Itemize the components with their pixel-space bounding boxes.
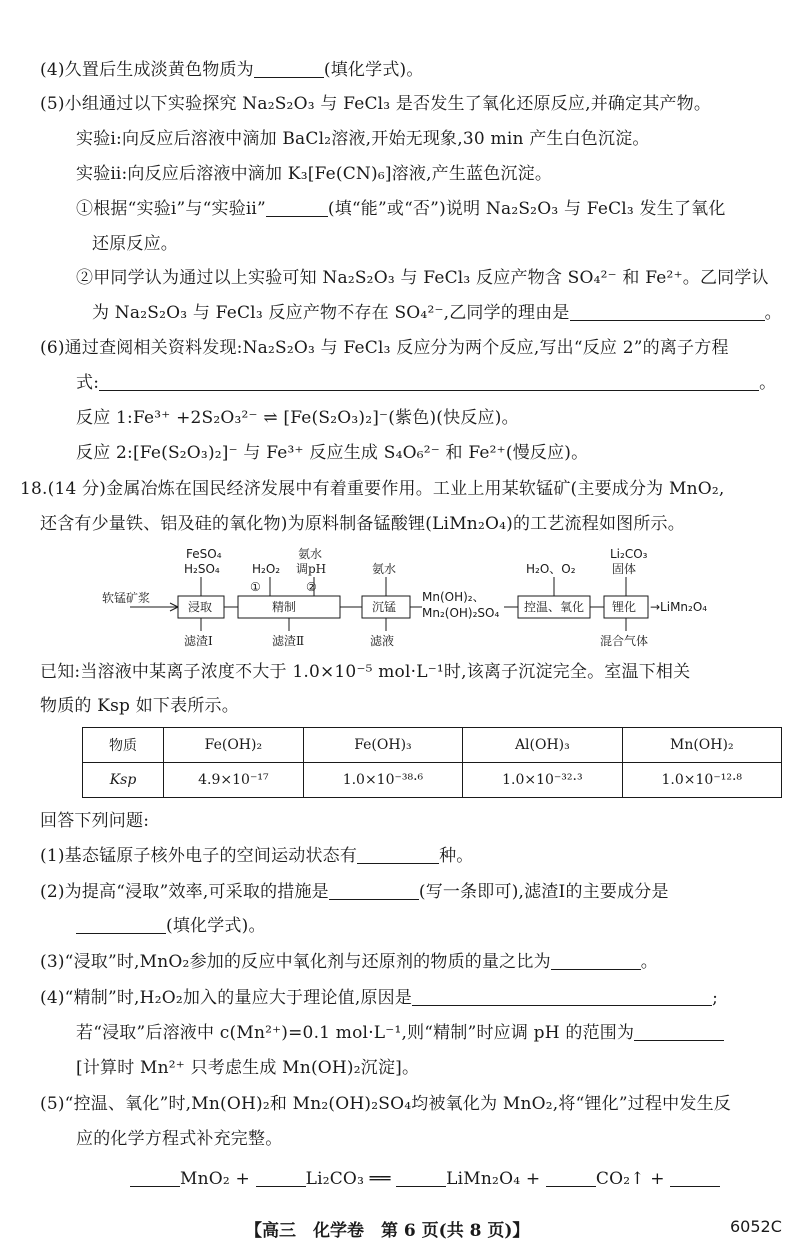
q5-exp1: 实验ⅰ:向反应后溶液中滴加 BaCl₂溶液,开始无现象,30 min 产生白色沉淀。 — [76, 129, 650, 149]
flow-product1b: Mn₂(OH)₂SO₄ — [422, 606, 500, 620]
q18-3-line: (3)“浸取”时,MnO₂参加的反应中氧化剂与还原剂的物质的量之比为 。 — [40, 952, 658, 972]
flow-reagent2c: 调pH — [296, 562, 327, 576]
ksp-table — [82, 727, 782, 798]
flow-reagent5b: 固体 — [612, 562, 637, 576]
q18-2-blank-a[interactable] — [329, 881, 419, 900]
q18-line1: 18.(14 分)金属冶炼在国民经济发展中有着重要作用。工业上用某软锰矿(主要成分为 MnO₂, — [20, 479, 725, 499]
q5-exp2: 实验ⅱ:向反应后溶液中滴加 K₃[Fe(CN)₆]溶液,产生蓝色沉淀。 — [76, 164, 553, 184]
table-header: Fe(OH)₂ — [164, 728, 304, 763]
q18-2-line2: (填化学式)。 — [76, 914, 266, 938]
flow-mark1: ① — [250, 580, 261, 594]
flow-reagent4: H₂O、O₂ — [526, 562, 576, 576]
q18-5-line1: (5)“控温、氧化”时,Mn(OH)₂和 Mn₂(OH)₂SO₄均被氧化为 MnO₂,将“锂化”过程中发生反 — [40, 1094, 731, 1114]
table-header: Mn(OH)₂ — [622, 728, 781, 763]
q5-sub1-blank[interactable] — [266, 198, 328, 217]
q18-4-blank-a[interactable] — [412, 987, 712, 1006]
q6-reaction2: 反应 2:[Fe(S₂O₃)₂]⁻ 与 Fe³⁺ 反应生成 S₄O₆²⁻ 和 Fe²⁺(慢反应)。 — [76, 443, 589, 463]
eq-blank-4[interactable] — [546, 1168, 596, 1187]
q18-4-line1: (4)“精制”时,H₂O₂加入的量应大于理论值,原因是 ; — [40, 988, 718, 1008]
q18-2-blank-b[interactable] — [76, 915, 166, 934]
q18-2-line1: (2)为提高“浸取”效率,可采取的措施是 (写一条即可),滤渣Ⅰ的主要成分是 — [40, 882, 669, 902]
table-cell: Ksp — [83, 763, 164, 798]
flow-step2: 精制 — [272, 600, 297, 614]
q18-4-line3: [计算时 Mn²⁺ 只考虑生成 Mn(OH)₂沉淀]。 — [76, 1058, 420, 1078]
q18-4-blank-b[interactable] — [634, 1022, 724, 1041]
flow-product1a: Mn(OH)₂、 — [422, 590, 485, 604]
q5-sub2-line2: 为 Na₂S₂O₃ 与 FeCl₃ 反应产物不存在 SO₄²⁻,乙同学的理由是 。 — [92, 303, 782, 323]
table-row — [83, 763, 782, 798]
table-cell: 1.0×10⁻³⁸·⁶ — [303, 763, 462, 798]
flow-step4: 控温、氧化 — [524, 600, 585, 614]
table-cell: 1.0×10⁻³²·³ — [463, 763, 622, 798]
eq-blank-5[interactable] — [670, 1168, 720, 1187]
eq-blank-2[interactable] — [256, 1168, 306, 1187]
flow-residue2: 滤渣Ⅱ — [272, 634, 305, 648]
flow-residue1: 滤渣Ⅰ — [184, 634, 213, 648]
q18-5-line2: 应的化学方程式补充完整。 — [76, 1129, 283, 1149]
table-header: 物质 — [83, 728, 164, 763]
process-flow-diagram — [100, 545, 740, 665]
q5-sub2-line1: ②甲同学认为通过以上实验可知 Na₂S₂O₃ 与 FeCl₃ 反应产物含 SO₄²⁻ 和 Fe²⁺。乙同学认 — [76, 268, 769, 288]
flow-reagent1a: FeSO₄ — [186, 547, 222, 561]
flow-reagent3: 氨水 — [372, 562, 397, 576]
q5-sub2-blank[interactable] — [570, 302, 765, 321]
flow-filtrate: 滤液 — [370, 634, 395, 648]
flow-reagent5a: Li₂CO₃ — [610, 547, 648, 561]
q18-1-blank[interactable] — [357, 845, 439, 864]
q5-intro: (5)小组通过以下实验探究 Na₂S₂O₃ 与 FeCl₃ 是否发生了氧化还原反应,并确定其产物。 — [40, 94, 712, 114]
flow-step1: 浸取 — [188, 600, 213, 614]
q18-5-equation: MnO₂ + Li₂CO₃ ══ LiMn₂O₄ + CO₂↑ + — [130, 1167, 720, 1191]
q4-line: (4)久置后生成淡黄色物质为 (填化学式)。 — [40, 60, 424, 80]
page-footer: 【高三 化学卷 第 6 页(共 8 页)】 — [245, 1221, 530, 1241]
q6-answer-blank[interactable] — [99, 372, 759, 391]
q18-1-line: (1)基态锰原子核外电子的空间运动状态有 种。 — [40, 846, 474, 866]
q18-4-line2: 若“浸取”后溶液中 c(Mn²⁺)=0.1 mol·L⁻¹,则“精制”时应调 pH 的范围为 — [76, 1021, 724, 1045]
flow-reagent2b: 氨水 — [298, 547, 323, 561]
q18-3-blank[interactable] — [551, 951, 641, 970]
flow-reagent1b: H₂SO₄ — [184, 562, 220, 576]
known-line1: 已知:当溶液中某离子浓度不大于 1.0×10⁻⁵ mol·L⁻¹时,该离子沉淀完全。室温下相关 — [40, 662, 691, 682]
answer-prompt: 回答下列问题: — [40, 811, 150, 831]
flow-step3: 沉锰 — [372, 600, 397, 614]
flow-product2: →LiMn₂O₄ — [650, 600, 708, 614]
q18-line2: 还含有少量铁、铝及硅的氧化物)为原料制备锰酸锂(LiMn₂O₄)的工艺流程如图所示。 — [40, 514, 685, 534]
flow-reagent2a: H₂O₂ — [252, 562, 281, 576]
table-header-row — [83, 728, 782, 763]
q4-answer-blank[interactable] — [254, 59, 324, 78]
table-cell: 1.0×10⁻¹²·⁸ — [622, 763, 781, 798]
table-header: Fe(OH)₃ — [303, 728, 462, 763]
known-line2: 物质的 Ksp 如下表所示。 — [40, 696, 239, 716]
q6-line2: 式: 。 — [76, 373, 777, 393]
flow-gas: 混合气体 — [600, 634, 649, 648]
table-header: Al(OH)₃ — [463, 728, 622, 763]
flow-feed: 软锰矿浆 — [102, 591, 151, 605]
eq-blank-1[interactable] — [130, 1168, 180, 1187]
flow-mark2: ② — [306, 580, 317, 594]
q5-sub1-cont: 还原反应。 — [92, 234, 178, 254]
exam-code: 6052C — [730, 1217, 782, 1236]
q5-sub1-line: ①根据“实验ⅰ”与“实验ⅱ” (填“能”或“否”)说明 Na₂S₂O₃ 与 FeCl₃ 发生了氧化 — [76, 199, 726, 219]
eq-blank-3[interactable] — [396, 1168, 446, 1187]
flow-step5: 锂化 — [612, 600, 637, 614]
q6-line1: (6)通过查阅相关资料发现:Na₂S₂O₃ 与 FeCl₃ 反应分为两个反应,写出“反应 2”的离子方程 — [40, 338, 729, 358]
q6-reaction1: 反应 1:Fe³⁺ +2S₂O₃²⁻ ⇌ [Fe(S₂O₃)₂]⁻(紫色)(快反应)。 — [76, 408, 519, 428]
table-cell: 4.9×10⁻¹⁷ — [164, 763, 304, 798]
